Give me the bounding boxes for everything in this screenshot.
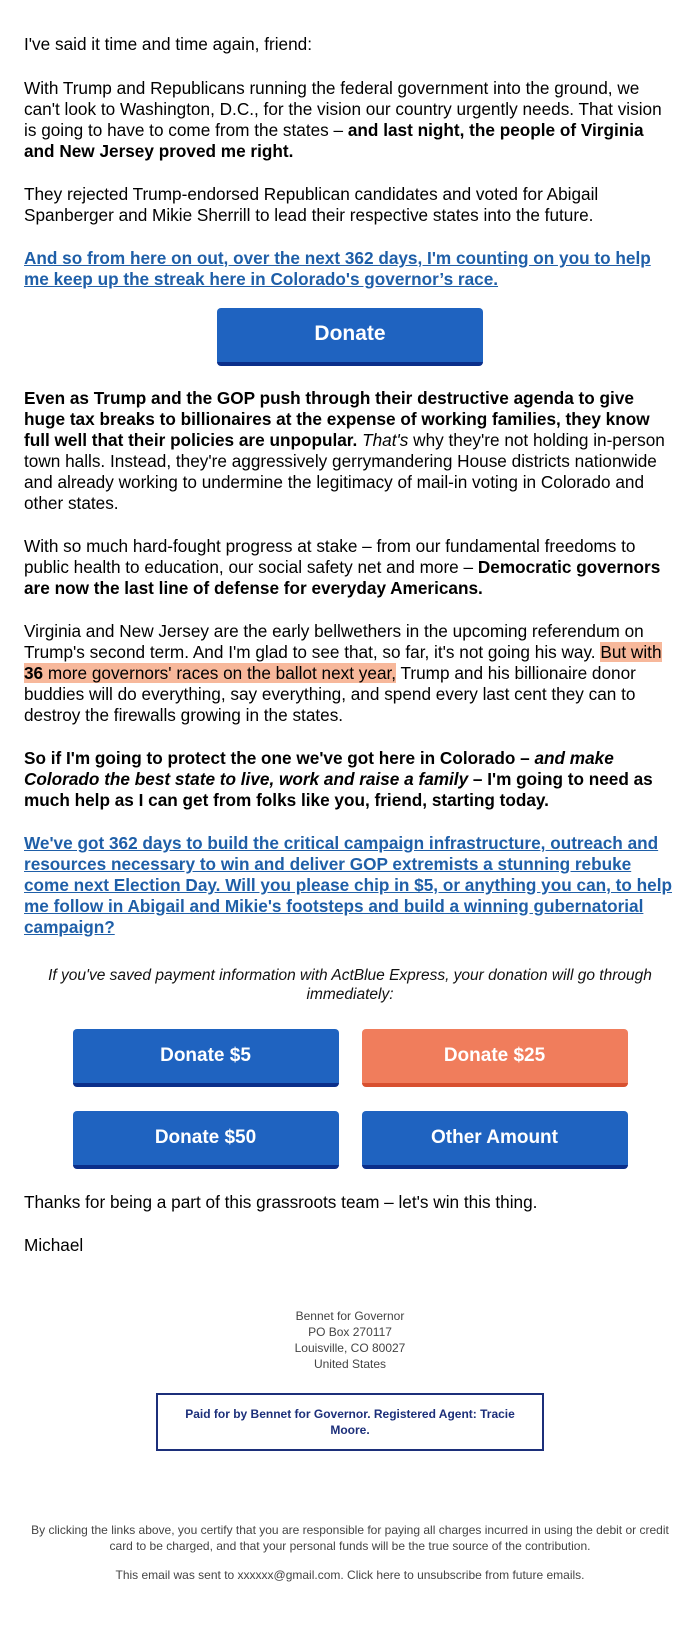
signature: Michael xyxy=(24,1235,84,1255)
paragraph-link-streak xyxy=(24,248,676,290)
donate-25-button[interactable]: Donate $25 xyxy=(362,1029,628,1087)
thanks-line: Thanks for being a part of this grassroots team – let's win this thing. xyxy=(24,1192,538,1212)
footer-address xyxy=(24,1308,676,1451)
donation-amount-grid xyxy=(24,1029,676,1169)
footer-country: United States xyxy=(313,1357,387,1371)
unsubscribe-line[interactable]: This email was sent to xxxxxx@gmail.com. Click here to unsubscribe from future emails. xyxy=(115,1568,585,1582)
paragraph-rejected: They rejected Trump-endorsed Republican candidates and voted for Abigail Spanberger and Mikie Sherrill to lead their respective states into the future. xyxy=(24,184,599,225)
footer-city: Louisville, CO 80027 xyxy=(294,1341,406,1355)
paragraph-states: With Trump and Republicans running the federal government into the ground, we can't look to Washington, D.C., for the vision our country urgently needs. That vision is going to have to come from the states – and last night, the people of Virginia and New Jersey proved me right. xyxy=(24,78,662,161)
chip-in-link[interactable]: We've got 362 days to build the critical campaign infrastructure, outreach and resources necessary to win and deliver GOP extremists a stunning rebuke come next Election Day. Will you please chip in $5, or anything you can, to help me follow in Abigail and Mikie's footsteps and build a winning gubernatorial campaign? xyxy=(24,833,673,937)
donate-button[interactable]: Donate xyxy=(217,308,483,366)
paragraph-bellwethers: Virginia and New Jersey are the early bellwethers in the upcoming referendum on Trump's second term. And I'm glad to see that, so far, it's not going his way. But with 36 more governors' races on the ballot next year, Trump and his billionaire donor buddies will do everything, say everything, and spend every last cent they can to destroy the firewalls growing in the states. xyxy=(24,621,662,725)
footer-po-box: PO Box 270117 xyxy=(308,1325,392,1339)
donate-50-button[interactable]: Donate $50 xyxy=(73,1111,339,1169)
highlighted-text: But with 36 more governors' races on the ballot next year, xyxy=(24,642,662,683)
paragraph-progress: With so much hard-fought progress at stake – from our fundamental freedoms to public health to education, our social safety net and more – Democratic governors are now the last line of defense for everyday Americans. xyxy=(24,536,661,598)
donate-cta xyxy=(24,308,676,366)
greeting: I've said it time and time again, friend: xyxy=(24,34,312,54)
paid-for-disclaimer: Paid for by Bennet for Governor. Registered Agent: Tracie Moore. xyxy=(156,1393,544,1451)
actblue-express-note: If you've saved payment information with ActBlue Express, your donation will go through immediately: xyxy=(48,967,652,1003)
legal-disclaimer: By clicking the links above, you certify that you are responsible for paying all charges incurred in using the debit or credit card to be charged, and that your personal funds will be the true source of the contribution. xyxy=(31,1523,669,1553)
other-amount-button[interactable]: Other Amount xyxy=(362,1111,628,1169)
streak-link[interactable]: And so from here on out, over the next 362 days, I'm counting on you to help me keep up the streak here in Colorado's governor’s race. xyxy=(24,248,651,289)
donate-5-button[interactable]: Donate $5 xyxy=(73,1029,339,1087)
paragraph-agenda: Even as Trump and the GOP push through their destructive agenda to give huge tax breaks to billionaires at the expense of working families, they know full well that their policies are unpopular. That's why they're not holding in-person town halls. Instead, they're aggressively gerrymandering House districts nationwide and already working to undermine the legitimacy of mail-in voting in Colorado and other states. xyxy=(24,388,665,513)
footer-org: Bennet for Governor xyxy=(295,1309,405,1323)
paragraph-protect: So if I'm going to protect the one we've got here in Colorado – and make Colorado the best state to live, work and raise a family – I'm going to need as much help as I can get from folks like you, friend, starting today. xyxy=(24,748,653,810)
paragraph-link-chip-in xyxy=(24,833,676,938)
